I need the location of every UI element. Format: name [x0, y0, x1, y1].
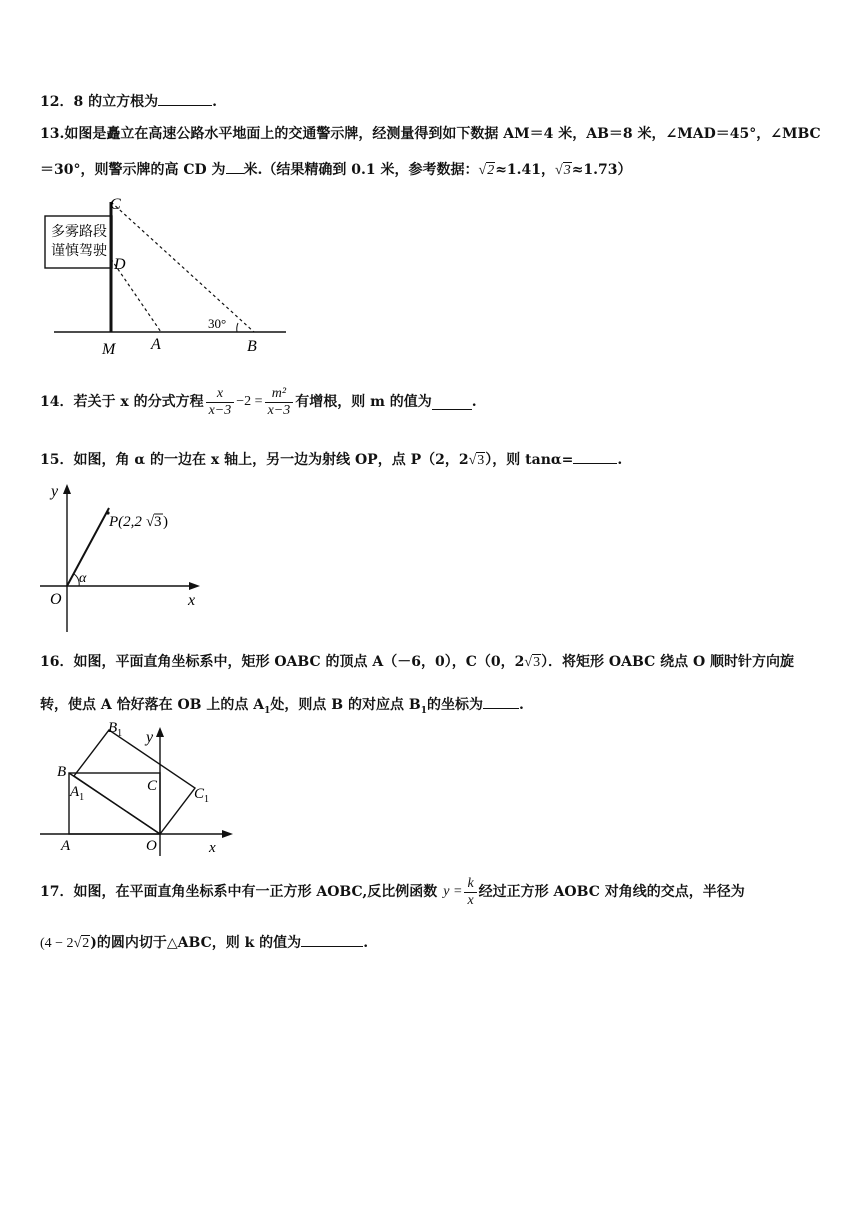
label-m: M — [102, 341, 116, 358]
point-p-sqrt: 3 — [154, 514, 162, 530]
label-b: B — [247, 338, 257, 355]
question-13-line1: 13.如图是矗立在高速公路水平地面上的交通警示牌，经测量得到如下数据 AM＝4 米，AB＝8 米，∠MAD＝45°，∠MBC — [40, 126, 821, 142]
origin-label: O — [146, 838, 157, 854]
axis-label-x: x — [209, 840, 216, 856]
answer-blank — [226, 159, 244, 174]
svg-text:√: √ — [146, 514, 155, 530]
q12-text: 8 的立方根为 — [73, 94, 159, 110]
answer-blank — [158, 91, 212, 106]
label-d: D — [114, 256, 126, 273]
sign-text-2: 谨慎驾驶 — [51, 244, 107, 259]
question-13-line2: ＝30°，则警示牌的高 CD 为 米.（结果精确到 0.1 米，参考数据：√2≈1.41，√3≈1.73） — [40, 159, 632, 181]
question-12: 12．8 的立方根为 . — [40, 91, 217, 112]
point-p-label: P(2,2 — [109, 514, 142, 530]
answer-blank — [573, 449, 617, 464]
origin-label: O — [50, 591, 62, 608]
answer-blank — [483, 694, 519, 709]
label-a: A — [61, 838, 71, 854]
label-a1: $A_1$ — [70, 784, 85, 803]
angle-alpha-label: α — [79, 571, 87, 586]
sign-text-1: 多雾路段 — [51, 225, 107, 240]
question-16-line1: 16．如图，平面直角坐标系中，矩形 OABC 的顶点 A（－6，0），C（0，2√3）．将矩形 OABC 绕点 O 顺时针方向旋 — [40, 654, 795, 670]
question-17-line2: (4 − 2√2)的圆内切于△ABC，则 k 的值为 . — [40, 932, 368, 954]
axis-label-y: y — [51, 483, 59, 500]
point-p-end: ) — [163, 514, 168, 530]
q13-figure — [40, 194, 300, 359]
label-c: C — [110, 196, 121, 213]
question-17-line1: 17． 如图，在平面直角坐标系中有一正方形 AOBC,反比例函数 y = $\frac{k}{x}$ 经过正方形 AOBC 对角线的交点，半径为 — [40, 875, 745, 908]
fraction: $\frac{\text{m²}}{x-3}$ — [265, 386, 294, 419]
label-b: B — [57, 764, 67, 780]
label-a: A — [151, 336, 161, 353]
fraction: $\frac{x}{x-3}$ — [206, 386, 235, 419]
q12-number: 12． — [40, 94, 74, 110]
answer-blank — [432, 395, 472, 410]
answer-blank — [301, 932, 363, 947]
q15-figure — [36, 482, 216, 632]
question-14: 14． 若关于 x 的分式方程 $\frac{x}{x-3}$ −2 = $\frac{\text{m²}}{x-3}$ 有增根，则 m 的值为 . — [40, 385, 477, 418]
label-c: C — [147, 778, 158, 794]
q16-figure — [36, 718, 236, 858]
axis-label-y: y — [146, 729, 154, 746]
axis-label-x: x — [188, 592, 196, 609]
question-15: 15．如图，角 α 的一边在 x 轴上，另一边为射线 OP，点 P（2，2√3），则 tanα= . — [40, 449, 622, 471]
fraction: $\frac{k}{x}$ — [464, 876, 476, 909]
label-b1: $B_1$ — [108, 720, 123, 739]
label-c1: $C_1$ — [194, 786, 210, 805]
angle-label: 30° — [208, 316, 227, 331]
question-16-line2: 转，使点 A 恰好落在 OB 上的点 $A_1$处，则点 B 的对应点 $B_1$的坐标为 . — [40, 694, 524, 721]
